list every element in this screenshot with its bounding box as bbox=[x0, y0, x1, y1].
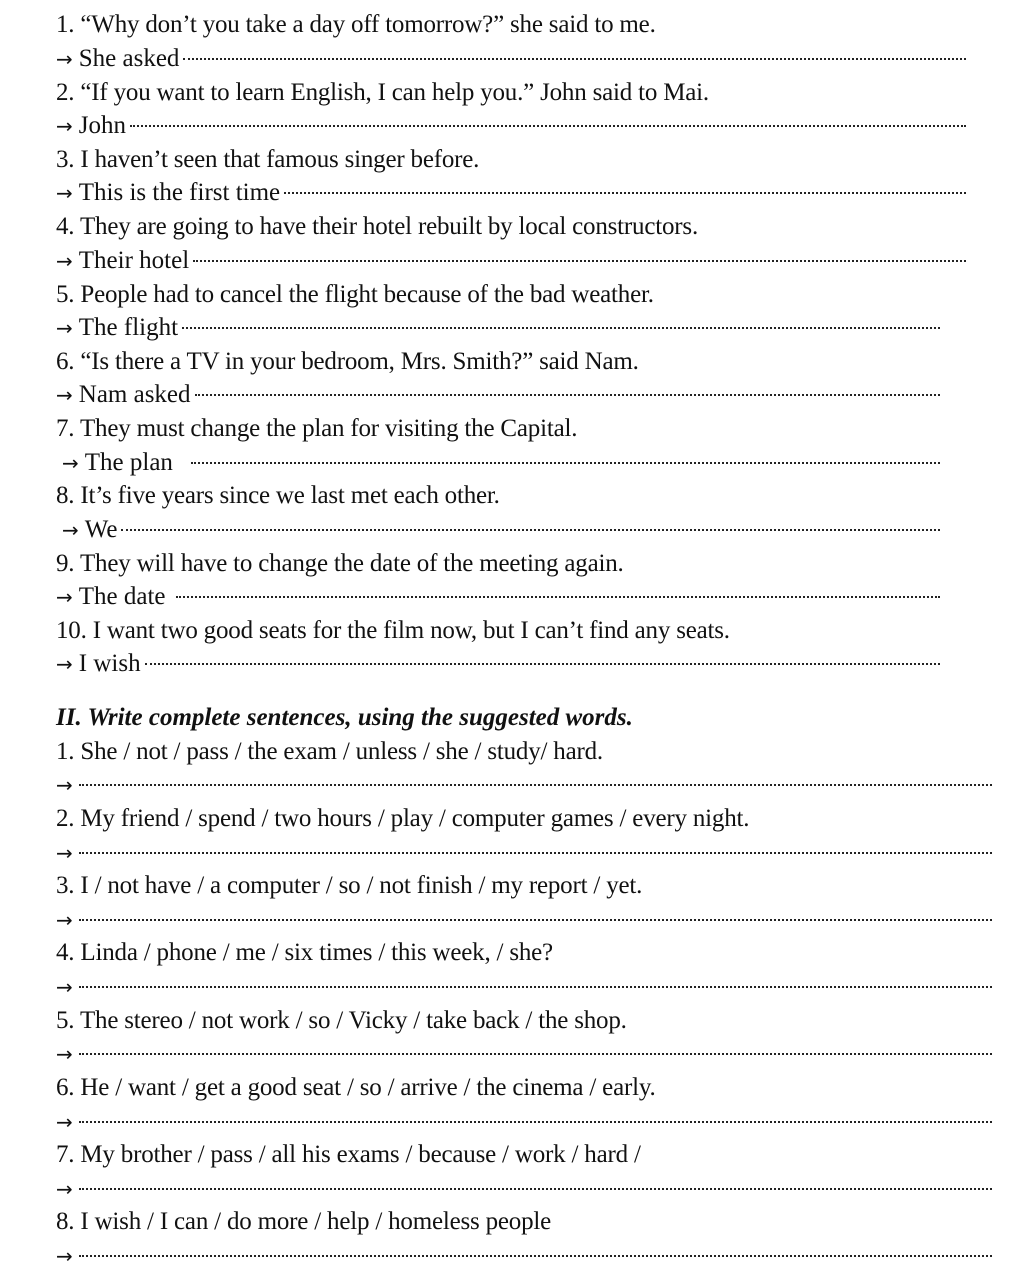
question-8: 8. It’s five years since we last met each other. bbox=[56, 482, 500, 509]
prompt-2: 2. My friend / spend / two hours / play / computer games / every night. bbox=[56, 805, 750, 832]
answer-line-9[interactable] bbox=[56, 582, 940, 612]
dotted-answer-line bbox=[145, 663, 940, 665]
sentence-answer-line-3[interactable] bbox=[56, 905, 992, 935]
answer-line-1[interactable] bbox=[56, 44, 966, 74]
question-3: 3. I haven’t seen that famous singer before. bbox=[56, 146, 480, 173]
dotted-answer-line bbox=[79, 784, 992, 786]
arrow-icon: → bbox=[56, 383, 73, 407]
answer-line-7[interactable] bbox=[62, 448, 940, 478]
sentence-answer-line-4[interactable] bbox=[56, 972, 992, 1002]
dotted-answer-line bbox=[182, 327, 940, 329]
answer-line-2[interactable] bbox=[56, 111, 966, 141]
answer-line-6[interactable] bbox=[56, 380, 940, 410]
dotted-answer-line bbox=[79, 986, 992, 988]
arrow-icon: → bbox=[56, 585, 73, 609]
prompt-5: 5. The stereo / not work / so / Vicky / take back / the shop. bbox=[56, 1007, 627, 1034]
arrow-icon: → bbox=[56, 316, 73, 340]
sentence-answer-line-7[interactable] bbox=[56, 1174, 992, 1204]
arrow-icon: → bbox=[56, 114, 73, 138]
answer-lead-5: The flight bbox=[78, 314, 179, 341]
prompt-1: 1. She / not / pass / the exam / unless / she / study/ hard. bbox=[56, 738, 603, 765]
arrow-icon: → bbox=[56, 908, 73, 932]
answer-lead-7: The plan bbox=[84, 449, 173, 476]
answer-line-4[interactable] bbox=[56, 246, 966, 276]
answer-lead-6: Nam asked bbox=[78, 381, 191, 408]
prompt-8: 8. I wish / I can / do more / help / homeless people bbox=[56, 1208, 552, 1235]
sentence-answer-line-6[interactable] bbox=[56, 1107, 992, 1137]
answer-lead-2: John bbox=[78, 112, 126, 139]
section-2-heading: II. Write complete sentences, using the suggested words. bbox=[56, 704, 633, 731]
arrow-icon: → bbox=[56, 47, 73, 71]
answer-lead-9: The date bbox=[78, 583, 166, 610]
arrow-icon: → bbox=[56, 249, 73, 273]
answer-lead-1: She asked bbox=[78, 45, 180, 72]
answer-line-8[interactable] bbox=[62, 515, 940, 545]
arrow-icon: → bbox=[62, 451, 79, 475]
dotted-answer-line bbox=[176, 596, 940, 598]
dotted-answer-line bbox=[191, 462, 940, 464]
answer-lead-10: I wish bbox=[78, 650, 141, 677]
question-4: 4. They are going to have their hotel rebuilt by local constructors. bbox=[56, 213, 699, 240]
dotted-answer-line bbox=[130, 125, 966, 127]
question-7: 7. They must change the plan for visiting the Capital. bbox=[56, 415, 578, 442]
dotted-answer-line bbox=[121, 529, 940, 531]
question-6: 6. “Is there a TV in your bedroom, Mrs. Smith?” said Nam. bbox=[56, 348, 639, 375]
arrow-icon: → bbox=[56, 652, 73, 676]
answer-lead-8: We bbox=[84, 516, 118, 543]
arrow-icon: → bbox=[56, 1177, 73, 1201]
dotted-answer-line bbox=[193, 260, 966, 262]
arrow-icon: → bbox=[56, 975, 73, 999]
question-10: 10. I want two good seats for the film now, but I can’t find any seats. bbox=[56, 617, 730, 644]
arrow-icon: → bbox=[62, 518, 79, 542]
arrow-icon: → bbox=[56, 1244, 73, 1268]
dotted-answer-line bbox=[79, 1053, 992, 1055]
answer-line-3[interactable] bbox=[56, 178, 966, 208]
dotted-answer-line bbox=[79, 919, 992, 921]
dotted-answer-line bbox=[284, 192, 966, 194]
dotted-answer-line bbox=[79, 852, 992, 854]
arrow-icon: → bbox=[56, 1110, 73, 1134]
arrow-icon: → bbox=[56, 181, 73, 205]
dotted-answer-line bbox=[79, 1255, 992, 1257]
sentence-answer-line-2[interactable] bbox=[56, 838, 992, 868]
arrow-icon: → bbox=[56, 841, 73, 865]
question-5: 5. People had to cancel the flight because of the bad weather. bbox=[56, 281, 654, 308]
answer-lead-3: This is the first time bbox=[78, 179, 281, 206]
question-1: 1. “Why don’t you take a day off tomorrow?” she said to me. bbox=[56, 11, 656, 38]
prompt-4: 4. Linda / phone / me / six times / this week, / she? bbox=[56, 939, 553, 966]
sentence-answer-line-8[interactable] bbox=[56, 1241, 992, 1271]
dotted-answer-line bbox=[79, 1188, 992, 1190]
question-2: 2. “If you want to learn English, I can help you.” John said to Mai. bbox=[56, 79, 709, 106]
question-9: 9. They will have to change the date of the meeting again. bbox=[56, 550, 624, 577]
dotted-answer-line bbox=[183, 58, 966, 60]
answer-line-10[interactable] bbox=[56, 649, 940, 679]
answer-lead-4: Their hotel bbox=[78, 247, 190, 274]
dotted-answer-line bbox=[195, 394, 940, 396]
arrow-icon: → bbox=[56, 1042, 73, 1066]
prompt-7: 7. My brother / pass / all his exams / because / work / hard / bbox=[56, 1141, 641, 1168]
answer-line-5[interactable] bbox=[56, 313, 940, 343]
prompt-6: 6. He / want / get a good seat / so / arrive / the cinema / early. bbox=[56, 1074, 656, 1101]
sentence-answer-line-1[interactable] bbox=[56, 770, 992, 800]
dotted-answer-line bbox=[79, 1121, 992, 1123]
sentence-answer-line-5[interactable] bbox=[56, 1039, 992, 1069]
arrow-icon: → bbox=[56, 773, 73, 797]
prompt-3: 3. I / not have / a computer / so / not finish / my report / yet. bbox=[56, 872, 643, 899]
